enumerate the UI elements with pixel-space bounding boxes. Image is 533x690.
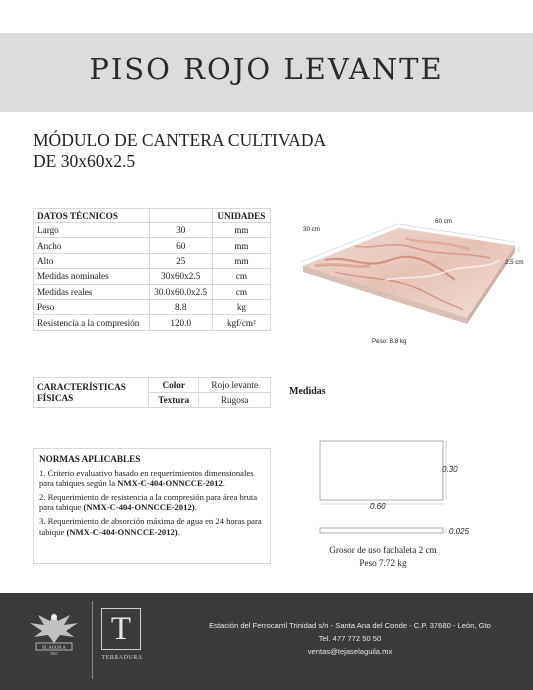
dim-0-30: 0.30 bbox=[442, 465, 458, 474]
technical-data-table bbox=[33, 208, 271, 331]
row-unit: kg bbox=[212, 299, 270, 314]
caption-thickness: Grosor de uso fachaleta 2 cm bbox=[329, 545, 437, 555]
table-row bbox=[34, 253, 271, 268]
row-value: 60 bbox=[149, 238, 212, 253]
row-value: 30 bbox=[149, 223, 212, 238]
table-row bbox=[34, 238, 271, 253]
top-margin bbox=[0, 0, 533, 33]
footer-email[interactable]: ventas@tejaselaguila.mx bbox=[307, 647, 393, 656]
dim-60cm: 60 cm bbox=[435, 218, 452, 225]
table-row bbox=[34, 315, 271, 330]
footer bbox=[0, 593, 533, 690]
norma-item-3: 3. Requerimiento de absorción máxima de agua en 24 horas para tabique (NMX-C-404-ONNCCE-2012). bbox=[39, 515, 262, 537]
usage-caption bbox=[318, 544, 448, 569]
norma-3-text: 3. Requerimiento de absorción máxima de agua en 24 horas para tabique bbox=[39, 515, 262, 537]
texture-value: Rugosa bbox=[199, 393, 271, 408]
tile-weight: Peso: 8.8 kg bbox=[372, 338, 407, 345]
tile-product-image bbox=[295, 210, 525, 350]
row-label: Resistencia a la compresión bbox=[34, 315, 150, 330]
footer-phone: Tel. 477 772 50 50 bbox=[318, 634, 382, 643]
measurement-svg bbox=[318, 440, 468, 540]
row-unit: mm bbox=[212, 238, 270, 253]
footer-contact-info bbox=[175, 619, 525, 658]
physical-characteristics-table bbox=[33, 377, 271, 408]
norma-1-code: NMX-C-404-ONNCCE-2012 bbox=[117, 478, 223, 489]
table-row bbox=[34, 223, 271, 238]
color-label: Color bbox=[149, 378, 199, 393]
row-label: Peso bbox=[34, 299, 150, 314]
norma-item-1: 1. Criterio evaluativo basado en requerimientos dimensionales para tabiques según la NMX-C-404-ONNCCE-2012. bbox=[39, 467, 254, 489]
norma-2-text: 2. Requerimiento de resistencia a la compresión para área bruta para tabique bbox=[39, 491, 258, 513]
tech-table-header bbox=[34, 209, 271, 223]
measurement-drawing bbox=[318, 440, 468, 540]
footer-divider bbox=[92, 601, 93, 679]
tech-col-header: DATOS TÉCNICOS bbox=[34, 209, 150, 223]
footer-address: Estación del Ferrocarril Trinidad s/n - Santa Ana del Conde - C.P. 37680 - León, Gto bbox=[209, 621, 491, 630]
dim-2-5cm: 2.5 cm bbox=[505, 259, 524, 266]
tech-value-header bbox=[149, 209, 212, 223]
row-unit: kgf/cm² bbox=[212, 315, 270, 330]
row-unit: cm bbox=[212, 269, 270, 284]
row-value: 30x60x2.5 bbox=[149, 269, 212, 284]
row-unit: mm bbox=[212, 223, 270, 238]
product-subtitle bbox=[33, 130, 326, 172]
el-aguila-logo bbox=[24, 607, 84, 657]
row-value: 25 bbox=[149, 253, 212, 268]
terradura-name: TERRADURA bbox=[101, 655, 143, 661]
terradura-logo: T bbox=[101, 608, 141, 650]
dim-0-60: 0.60 bbox=[370, 502, 386, 511]
eagle-logo-year: 1921 bbox=[50, 651, 58, 656]
medidas-label: Medidas bbox=[289, 386, 326, 397]
table-row bbox=[34, 269, 271, 284]
norma-2-code: (NMX-C-404-ONNCCE-2012) bbox=[83, 502, 195, 513]
row-label: Medidas reales bbox=[34, 284, 150, 299]
norma-3-code: (NMX-C-404-ONNCCE-2012) bbox=[66, 526, 178, 537]
table-row bbox=[34, 284, 271, 299]
table-row bbox=[34, 299, 271, 314]
texture-label: Textura bbox=[149, 393, 199, 408]
dim-30cm: 30 cm bbox=[303, 226, 320, 233]
physical-header: CARACTERÍSTICAS FÍSICAS bbox=[34, 378, 149, 408]
row-label: Largo bbox=[34, 223, 150, 238]
normas-box bbox=[33, 448, 271, 564]
tech-unit-header: UNIDADES bbox=[212, 209, 270, 223]
norma-item-2: 2. Requerimiento de resistencia a la compresión para área bruta para tabique (NMX-C-404-ONNCCE-2012). bbox=[39, 491, 258, 513]
norma-1-text: 1. Criterio evaluativo basado en requerimientos dimensionales para tabiques según la bbox=[39, 467, 254, 489]
caption-weight: Peso 7.72 kg bbox=[359, 557, 407, 568]
row-label: Ancho bbox=[34, 238, 150, 253]
row-label: Alto bbox=[34, 253, 150, 268]
eagle-logo-text: EL AGUILA bbox=[42, 644, 66, 650]
row-value: 8.8 bbox=[149, 299, 212, 314]
subtitle-line-1: MÓDULO DE CANTERA CULTIVADA bbox=[33, 130, 327, 150]
page-title: PISO ROJO LEVANTE bbox=[89, 52, 444, 86]
row-value: 120.0 bbox=[149, 315, 212, 330]
row-label: Medidas nominales bbox=[34, 269, 150, 284]
normas-header: NORMAS APLICABLES bbox=[39, 454, 141, 464]
color-value: Rojo levante bbox=[199, 378, 271, 393]
subtitle-line-2: DE 30x60x2.5 bbox=[33, 151, 136, 171]
row-unit: cm bbox=[212, 284, 270, 299]
tile-illustration bbox=[295, 210, 525, 350]
row-value: 30.0x60.0x2.5 bbox=[149, 284, 212, 299]
table-row bbox=[34, 378, 271, 393]
dim-0-025: 0.025 bbox=[449, 527, 470, 536]
row-unit: mm bbox=[212, 253, 270, 268]
